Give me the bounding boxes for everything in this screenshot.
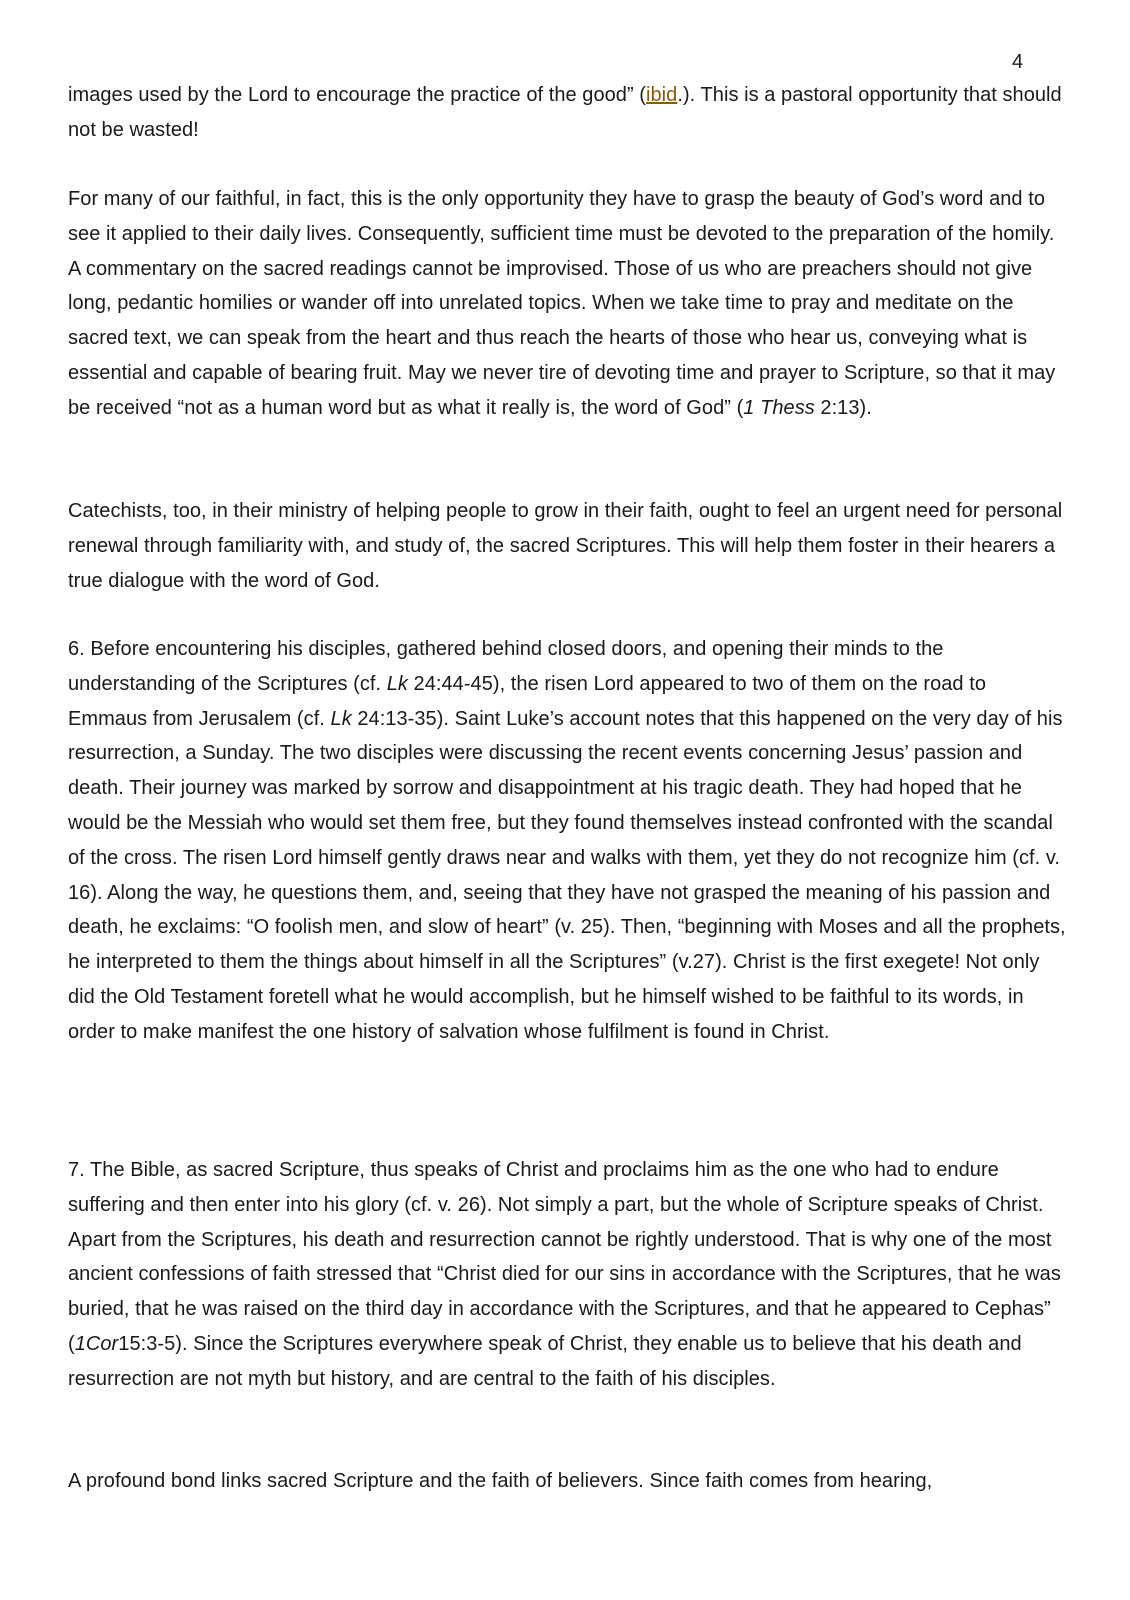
paragraph-2	[68, 182, 1068, 426]
paragraph-text: 6. Before encountering his disciples, gathered behind closed doors, and opening their minds to the understanding of the Scriptures (cf.	[68, 638, 944, 695]
paragraph-text: images used by the Lord to encourage the practice of the good” (	[68, 84, 647, 106]
paragraph-5	[68, 1153, 1068, 1397]
paragraph-text: For many of our faithful, in fact, this is the only opportunity they have to grasp the beauty of God’s word and to see it applied to their daily lives. Consequently, sufficient time must be devoted to the preparation of the homily. A commentary on the sacred readings cannot be improvised. Those of us who are preachers should not give long, pedantic homilies or wander off into unrelated topics. When we take time to pray and meditate on the sacred text, we can speak from the heart and thus reach the hearts of those who hear us, conveying what is essential and capable of bearing fruit. May we never tire of devoting time and prayer to Scripture, so that it may be received “not as a human word but as what it really is, the word of God” (	[68, 188, 1056, 419]
paragraph-text: Catechists, too, in their ministry of helping people to grow in their faith, ought to feel an urgent need for personal renewal through familiarity with, and study of, the sacred Scriptures. This will help them foster in their hearers a true dialogue with the word of God.	[68, 500, 1063, 592]
paragraph-4	[68, 632, 1068, 1050]
scripture-reference: 1 Thess	[743, 396, 815, 419]
scripture-reference: 1Cor	[74, 1332, 119, 1355]
paragraph-1	[68, 78, 1068, 148]
paragraph-text: 24:44-45), the risen Lord appeared to two of them on the road to Emmaus from Jerusalem (cf.	[68, 672, 986, 730]
paragraph-3	[68, 494, 1068, 598]
page-number: 4	[1012, 51, 1024, 73]
paragraph-text: 2:13).	[814, 396, 872, 419]
paragraph-text: 7. The Bible, as sacred Scripture, thus speaks of Christ and proclaims him as the one who had to endure suffering and then enter into his glory (cf. v. 26). Not simply a part, but the whole of Scripture speaks of Christ. Apart from the Scriptures, his death and resurrection cannot be rightly understood. That is why one of the most ancient confessions of faith stressed that “Christ died for our sins in accordance with the Scriptures, that he was buried, that he was raised on the third day in accordance with the Scriptures, and that he appeared to Cephas” (	[68, 1159, 1061, 1355]
paragraph-text: .). This is a pastoral opportunity that should not be wasted!	[68, 84, 1062, 141]
scripture-reference: Lk	[386, 672, 408, 695]
scripture-reference: Lk	[330, 707, 352, 730]
paragraph-text: 15:3-5). Since the Scriptures everywhere speak of Christ, they enable us to believe that his death and resurrection are not myth but history, and are central to the faith of his disciples.	[68, 1332, 1022, 1390]
paragraph-text: 24:13-35). Saint Luke’s account notes that this happened on the very day of his resurrection, a Sunday. The two disciples were discussing the recent events concerning Jesus’ passion and death. Their journey was marked by sorrow and disappointment at his tragic death. They had hoped that he would be the Messiah who would set them free, but they found themselves instead confronted with the scandal of the cross. The risen Lord himself gently draws near and walks with them, yet they do not recognize him (cf. v. 16). Along the way, he questions them, and, seeing that they have not grasped the meaning of his passion and death, he exclaims: “O foolish men, and slow of heart” (v. 25). Then, “beginning with Moses and all the prophets, he interpreted to them the things about himself in all the Scriptures” (v.27). Christ is the first exegete! Not only did the Old Testament foretell what he would accomplish, but he himself wished to be faithful to its words, in order to make manifest the one history of salvation whose fulfilment is found in Christ.	[68, 707, 1066, 1043]
paragraph-text: A profound bond links sacred Scripture and the faith of believers. Since faith comes from hearing,	[68, 1470, 933, 1492]
paragraph-6	[68, 1464, 1068, 1499]
ibid-link[interactable]: ibid	[646, 84, 678, 106]
